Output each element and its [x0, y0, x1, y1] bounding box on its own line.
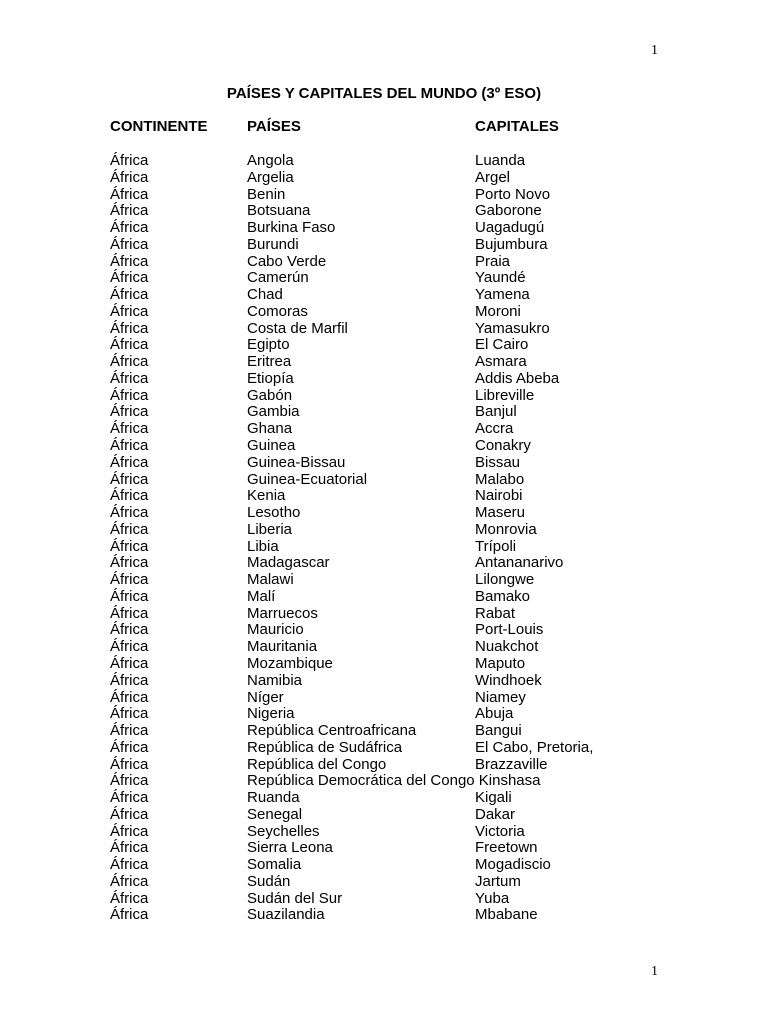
capital-cell: Port-Louis [475, 621, 544, 639]
capital-cell: Uagadugú [475, 219, 545, 237]
country-cell: Argelia [247, 168, 294, 186]
continent-cell: África [110, 219, 149, 237]
capital-cell: Bamako [475, 587, 531, 605]
continent-cell: África [110, 738, 149, 756]
capital-cell: Freetown [475, 839, 538, 857]
continent-cell: África [110, 772, 149, 790]
capital-cell: Libreville [475, 386, 535, 404]
table-row [110, 153, 670, 170]
continent-cell: África [110, 822, 149, 840]
capital-cell: Malabo [475, 470, 525, 488]
country-cell: Sudán del Sur [247, 889, 343, 907]
table-row [110, 857, 670, 874]
table-row [110, 656, 670, 673]
capital-cell: Mbabane [475, 906, 538, 924]
continent-cell: África [110, 654, 149, 672]
continent-cell: África [110, 705, 149, 723]
country-cell: Senegal [247, 805, 303, 823]
capital-cell: Lilongwe [475, 571, 535, 589]
continent-cell: África [110, 604, 149, 622]
country-cell: Malawi [247, 571, 294, 589]
country-cell: Ghana [247, 420, 293, 438]
country-cell: Ruanda [247, 789, 300, 807]
country-cell: Liberia [247, 520, 293, 538]
table-row [110, 488, 670, 505]
country-cell: Namibia [247, 671, 303, 689]
table-row [110, 455, 670, 472]
capital-cell: Kigali [475, 789, 512, 807]
table-row [110, 170, 670, 187]
capital-cell: Yamasukro [475, 319, 550, 337]
table-row [110, 673, 670, 690]
country-cell: Somalia [247, 856, 302, 874]
continent-cell: África [110, 369, 149, 387]
capital-cell: Trípoli [475, 537, 517, 555]
header-continent: CONTINENTE [110, 118, 208, 135]
table-header [110, 118, 670, 138]
continent-cell: África [110, 168, 149, 186]
capital-cell: El Cabo, Pretoria, [475, 738, 594, 756]
table-row [110, 606, 670, 623]
continent-cell: África [110, 470, 149, 488]
continent-cell: África [110, 688, 149, 706]
country-cell: Marruecos [247, 604, 318, 622]
country-cell: Comoras [247, 302, 308, 320]
country-cell: República Centroafricana [247, 722, 417, 740]
table-row [110, 706, 670, 723]
capital-cell: Addis Abeba [475, 369, 560, 387]
continent-cell: África [110, 755, 149, 773]
country-cell: Guinea [247, 437, 296, 455]
country-cell: Costa de Marfil [247, 319, 348, 337]
country-cell: República de Sudáfrica [247, 738, 403, 756]
capital-cell: El Cairo [475, 336, 529, 354]
table-row [110, 874, 670, 891]
continent-cell: África [110, 202, 149, 220]
table-row [110, 807, 670, 824]
capital-cell: Accra [475, 420, 514, 438]
country-cell: Angola [247, 152, 294, 169]
continent-cell: África [110, 252, 149, 270]
page-number-top: 1 [651, 43, 658, 58]
country-cell: Mozambique [247, 654, 333, 672]
capital-cell: Porto Novo [475, 185, 551, 203]
continent-cell: África [110, 554, 149, 572]
country-cell: Malí [247, 587, 276, 605]
continent-cell: África [110, 302, 149, 320]
header-capital: CAPITALES [475, 118, 559, 135]
table-row [110, 270, 670, 287]
capital-cell: Niamey [475, 688, 526, 706]
capital-cell: Bissau [475, 453, 521, 471]
country-cell: Botsuana [247, 202, 311, 220]
table-row [110, 840, 670, 857]
table-row [110, 404, 670, 421]
capital-cell: Monrovia [475, 520, 537, 538]
capital-cell: Windhoek [475, 671, 542, 689]
country-cell: Burkina Faso [247, 219, 336, 237]
table-row [110, 254, 670, 271]
continent-cell: África [110, 537, 149, 555]
country-cell: Burundi [247, 235, 299, 253]
continent-cell: África [110, 336, 149, 354]
capital-cell: Antananarivo [475, 554, 564, 572]
capital-cell: Praia [475, 252, 511, 270]
country-cell: Libia [247, 537, 279, 555]
continent-cell: África [110, 453, 149, 471]
table-row [110, 237, 670, 254]
table-row [110, 589, 670, 606]
capital-cell: Banjul [475, 403, 517, 421]
capital-cell: Moroni [475, 302, 521, 320]
table-row [110, 539, 670, 556]
capital-cell: Yuba [475, 889, 510, 907]
continent-cell: África [110, 185, 149, 203]
capital-cell: Victoria [475, 822, 525, 840]
table-row [110, 622, 670, 639]
capital-cell: Luanda [475, 152, 526, 169]
table-row [110, 723, 670, 740]
country-cell: Gambia [247, 403, 300, 421]
capital-cell: Abuja [475, 705, 514, 723]
document-title: PAÍSES Y CAPITALES DEL MUNDO (3º ESO) [226, 85, 542, 102]
capital-cell: Maseru [475, 504, 526, 522]
table-row [110, 203, 670, 220]
table-row [110, 472, 670, 489]
continent-cell: África [110, 789, 149, 807]
country-cell: Lesotho [247, 504, 301, 522]
continent-cell: África [110, 319, 149, 337]
country-cell: Etiopía [247, 369, 294, 387]
table-row [110, 639, 670, 656]
continent-cell: África [110, 805, 149, 823]
table-row [110, 438, 670, 455]
country-cell: Madagascar [247, 554, 330, 572]
continent-cell: África [110, 722, 149, 740]
capital-cell: Bujumbura [475, 235, 548, 253]
continent-cell: África [110, 504, 149, 522]
continent-cell: África [110, 906, 149, 924]
continent-cell: África [110, 286, 149, 304]
continent-cell: África [110, 520, 149, 538]
header-country: PAÍSES [247, 118, 301, 135]
country-cell: Camerún [247, 269, 309, 287]
country-cell: Chad [247, 286, 283, 304]
country-cell: Cabo Verde [247, 252, 327, 270]
country-cell: Guinea-Bissau [247, 453, 346, 471]
continent-cell: África [110, 839, 149, 857]
table-row [110, 388, 670, 405]
country-cell: Guinea-Ecuatorial [247, 470, 368, 488]
page-number-bottom: 1 [651, 964, 658, 979]
table-row [110, 522, 670, 539]
continent-cell: África [110, 571, 149, 589]
capital-cell: Gaborone [475, 202, 542, 220]
country-cell: Sudán [247, 872, 291, 890]
continent-cell: África [110, 889, 149, 907]
capital-cell: Yaundé [475, 269, 526, 287]
table-row [110, 287, 670, 304]
table-row [110, 790, 670, 807]
table-row [110, 304, 670, 321]
country-cell: Níger [247, 688, 284, 706]
continent-cell: África [110, 353, 149, 371]
table-row [110, 187, 670, 204]
continent-cell: África [110, 403, 149, 421]
country-cell: Gabón [247, 386, 293, 404]
capital-cell: Asmara [475, 353, 527, 371]
country-cell: Mauritania [247, 638, 318, 656]
table-row [110, 505, 670, 522]
country-cell: Egipto [247, 336, 290, 354]
table-row [110, 572, 670, 589]
table-row [110, 220, 670, 237]
continent-cell: África [110, 872, 149, 890]
continent-cell: África [110, 269, 149, 287]
table-row [110, 740, 670, 757]
continent-cell: África [110, 671, 149, 689]
country-cell: Suazilandia [247, 906, 325, 924]
table-row [110, 555, 670, 572]
table-row [110, 421, 670, 438]
country-cell: Nigeria [247, 705, 295, 723]
capital-cell: Maputo [475, 654, 526, 672]
continent-cell: África [110, 437, 149, 455]
table-row [110, 757, 670, 774]
capital-cell: Conakry [475, 437, 531, 455]
capital-cell: Yamena [475, 286, 530, 304]
table-row [110, 773, 670, 790]
continent-cell: África [110, 152, 149, 169]
country-cell: Sierra Leona [247, 839, 333, 857]
capital-cell: Nuakchot [475, 638, 539, 656]
capital-cell: Brazzaville [475, 755, 548, 773]
country-cell: Seychelles [247, 822, 320, 840]
continent-cell: África [110, 638, 149, 656]
continent-cell: África [110, 621, 149, 639]
continent-cell: África [110, 235, 149, 253]
capital-cell: Mogadiscio [475, 856, 551, 874]
table-row [110, 891, 670, 908]
table-row [110, 824, 670, 841]
table-row [110, 337, 670, 354]
capital-cell: Nairobi [475, 487, 523, 505]
country-cell: Eritrea [247, 353, 292, 371]
countries-table [110, 153, 670, 924]
table-row [110, 371, 670, 388]
continent-cell: África [110, 487, 149, 505]
table-row [110, 321, 670, 338]
capital-cell: Argel [475, 168, 511, 186]
table-row [110, 354, 670, 371]
capital-cell: Dakar [475, 805, 516, 823]
continent-cell: África [110, 856, 149, 874]
country-cell: República del Congo [247, 755, 387, 773]
capital-cell: Rabat [475, 604, 516, 622]
continent-cell: África [110, 587, 149, 605]
country-cell: Kenia [247, 487, 286, 505]
country-cell: Benin [247, 185, 286, 203]
country-cell: República Democrática del Congo Kinshasa [247, 772, 541, 790]
continent-cell: África [110, 420, 149, 438]
capital-cell: Bangui [475, 722, 522, 740]
table-row [110, 907, 670, 924]
continent-cell: África [110, 386, 149, 404]
capital-cell: Jartum [475, 872, 521, 890]
table-row [110, 690, 670, 707]
country-cell: Mauricio [247, 621, 304, 639]
